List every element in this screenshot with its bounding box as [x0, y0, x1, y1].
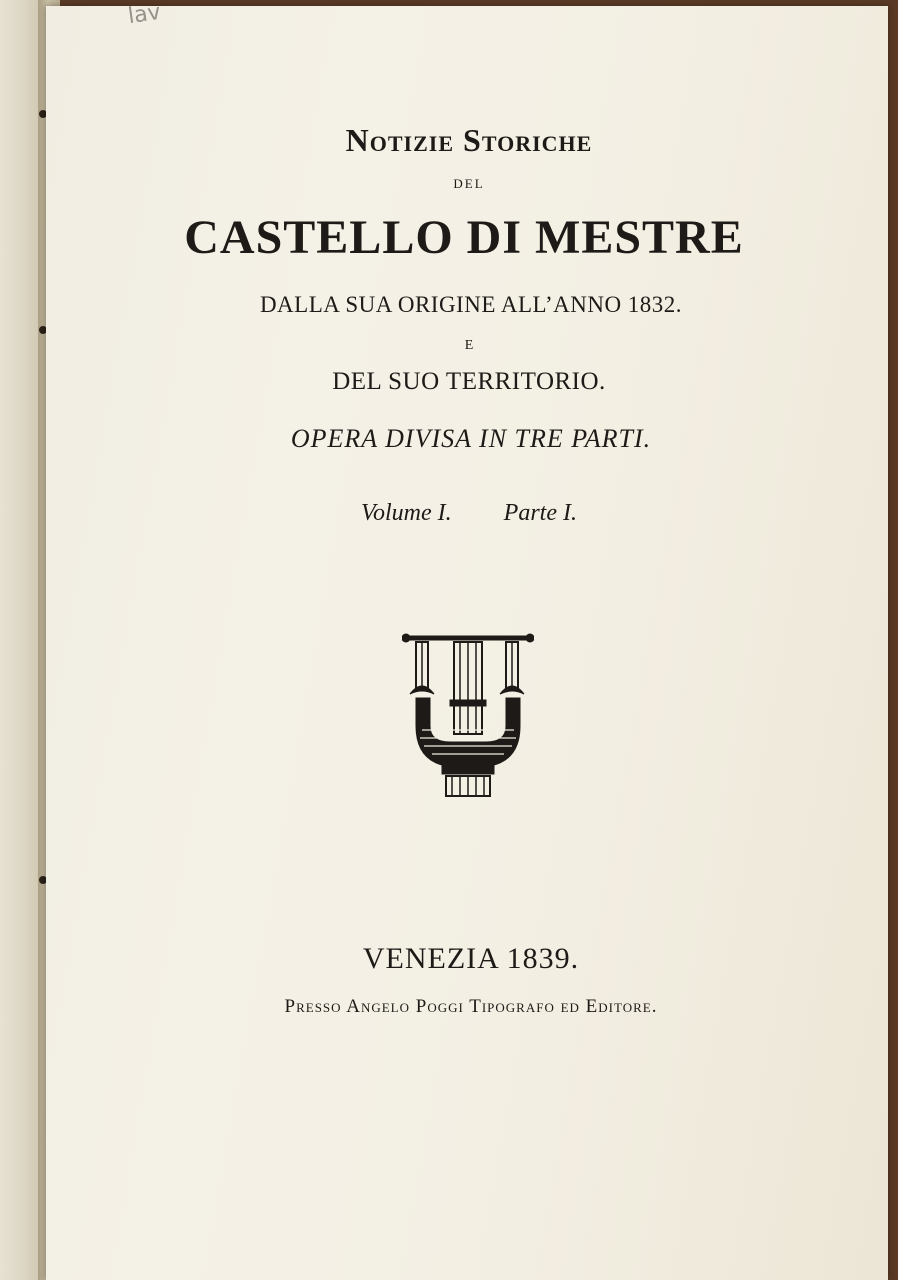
subtitle-origin: DALLA SUA ORIGINE ALL’ANNO 1832. [259, 292, 683, 317]
imprint-city: VENEZIA 1839. [362, 942, 580, 975]
part-label: Parte I. [503, 500, 577, 526]
subtitle-conjunction: E [464, 338, 474, 353]
pencil-note: lav [126, 0, 163, 30]
title-line-1: Notizie Storiche [345, 122, 593, 158]
work-division: OPERA DIVISA IN TRE PARTI. [290, 424, 652, 453]
title-line-2: del [453, 172, 485, 193]
subtitle-territory: DEL SUO TERRITORIO. [332, 368, 606, 395]
main-title: CASTELLO DI MESTRE [184, 211, 744, 264]
lyre-ornament-icon [402, 630, 534, 800]
imprint-publisher: Presso Angelo Poggi Tipografo ed Editore. [284, 996, 658, 1017]
volume-part-line [0, 500, 898, 527]
volume-label: Volume I. [361, 500, 452, 526]
